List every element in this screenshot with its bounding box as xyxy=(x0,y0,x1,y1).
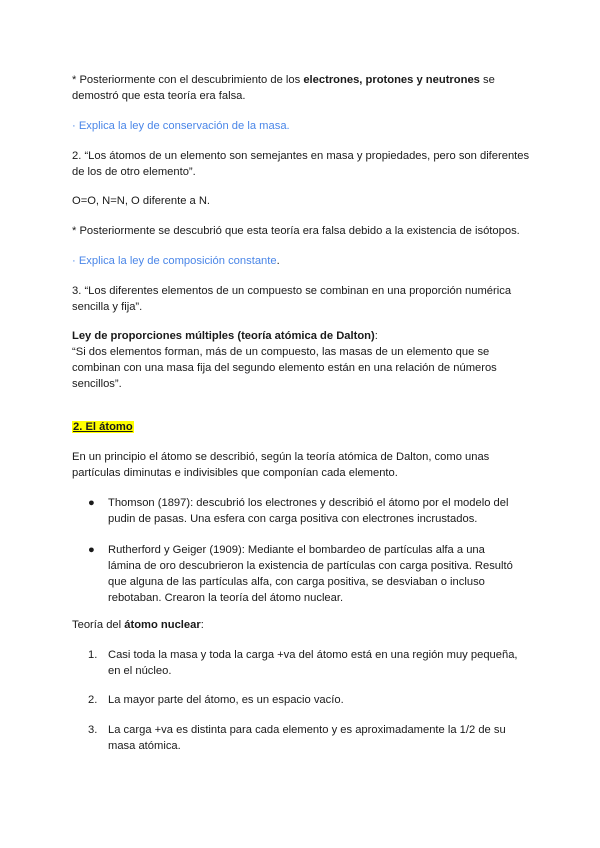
list-item-text: La carga +va es distinta para cada elemento y es aproximadamente la 1/2 de su masa atómica. xyxy=(108,724,506,752)
text-span: * Posteriormente con el descubrimiento de los xyxy=(72,74,304,86)
paragraph-nuclear-theory xyxy=(72,617,534,633)
list-number: 2. xyxy=(88,694,98,706)
list-number: 3. xyxy=(88,724,98,736)
text-span: Teoría del xyxy=(72,619,125,631)
paragraph-postulate-3: 3. “Los diferentes elementos de un compuesto se combinan en una proporción numérica sencilla y fija”. xyxy=(72,285,512,313)
text-span: . xyxy=(276,255,280,267)
paragraph-dalton-law xyxy=(72,328,534,392)
link-constant-composition[interactable]: · Explica la ley de composición constante xyxy=(72,255,277,267)
list-item-text: La mayor parte del átomo, es un espacio vacío. xyxy=(108,694,344,706)
dalton-law-title: Ley de proporciones múltiples (teoría atómica de Dalton) xyxy=(72,330,375,342)
list-item-text: Rutherford y Geiger (1909): Mediante el bombardeo de partículas alfa a una lámina de oro descubrieron la existencia de partículas con carga positiva. Resultó que alguna de las partículas alfa, con carga positiva, se desviaban o incluso rebotaban. Crearon la teoría del átomo nuclear. xyxy=(108,544,513,604)
text-span: : xyxy=(374,330,378,342)
bullet-icon: ● xyxy=(88,544,95,556)
bold-particles: electrones, protones y neutrones xyxy=(303,74,480,86)
text-span: se demostró que esta teoría era falsa. xyxy=(72,74,495,102)
paragraph-postulate-2: 2. “Los átomos de un elemento son semejantes en masa y propiedades, pero son diferentes de los de otro elemento”. xyxy=(72,150,530,178)
text-span: : xyxy=(200,619,204,631)
list-item-text: Thomson (1897): descubrió los electrones y describió el átomo por el modelo del pudin de pasas. Una esfera con carga positiva con electrones incrustados. xyxy=(108,497,509,525)
paragraph-isotopes: * Posteriormente se descubrió que esta teoría era falsa debido a la existencia de isótopos. xyxy=(72,225,520,237)
paragraph-examples: O=O, N=N, O diferente a N. xyxy=(72,195,211,207)
bold-nuclear-atom: átomo nuclear xyxy=(124,619,201,631)
paragraph-constant-composition xyxy=(72,253,534,269)
link-conservation-of-mass[interactable]: · Explica la ley de conservación de la masa. xyxy=(72,120,290,132)
section-heading-text: 2. El átomo xyxy=(73,421,133,433)
list-item-text: Casi toda la masa y toda la carga +va del átomo está en una región muy pequeña, en el núcleo. xyxy=(108,649,518,677)
section-heading-atom xyxy=(72,419,534,435)
paragraph-atom-intro: En un principio el átomo se describió, según la teoría atómica de Dalton, como unas partículas diminutas e indivisibles que componían cada elemento. xyxy=(72,451,490,479)
paragraph-later-discovery xyxy=(72,72,534,104)
bullet-icon: ● xyxy=(88,497,95,509)
dalton-law-quote: “Si dos elementos forman, más de un compuesto, las masas de un elemento que se combinan con una masa fija del segundo elemento están en una relación de números sencillos”. xyxy=(72,346,497,390)
list-number: 1. xyxy=(88,649,98,661)
